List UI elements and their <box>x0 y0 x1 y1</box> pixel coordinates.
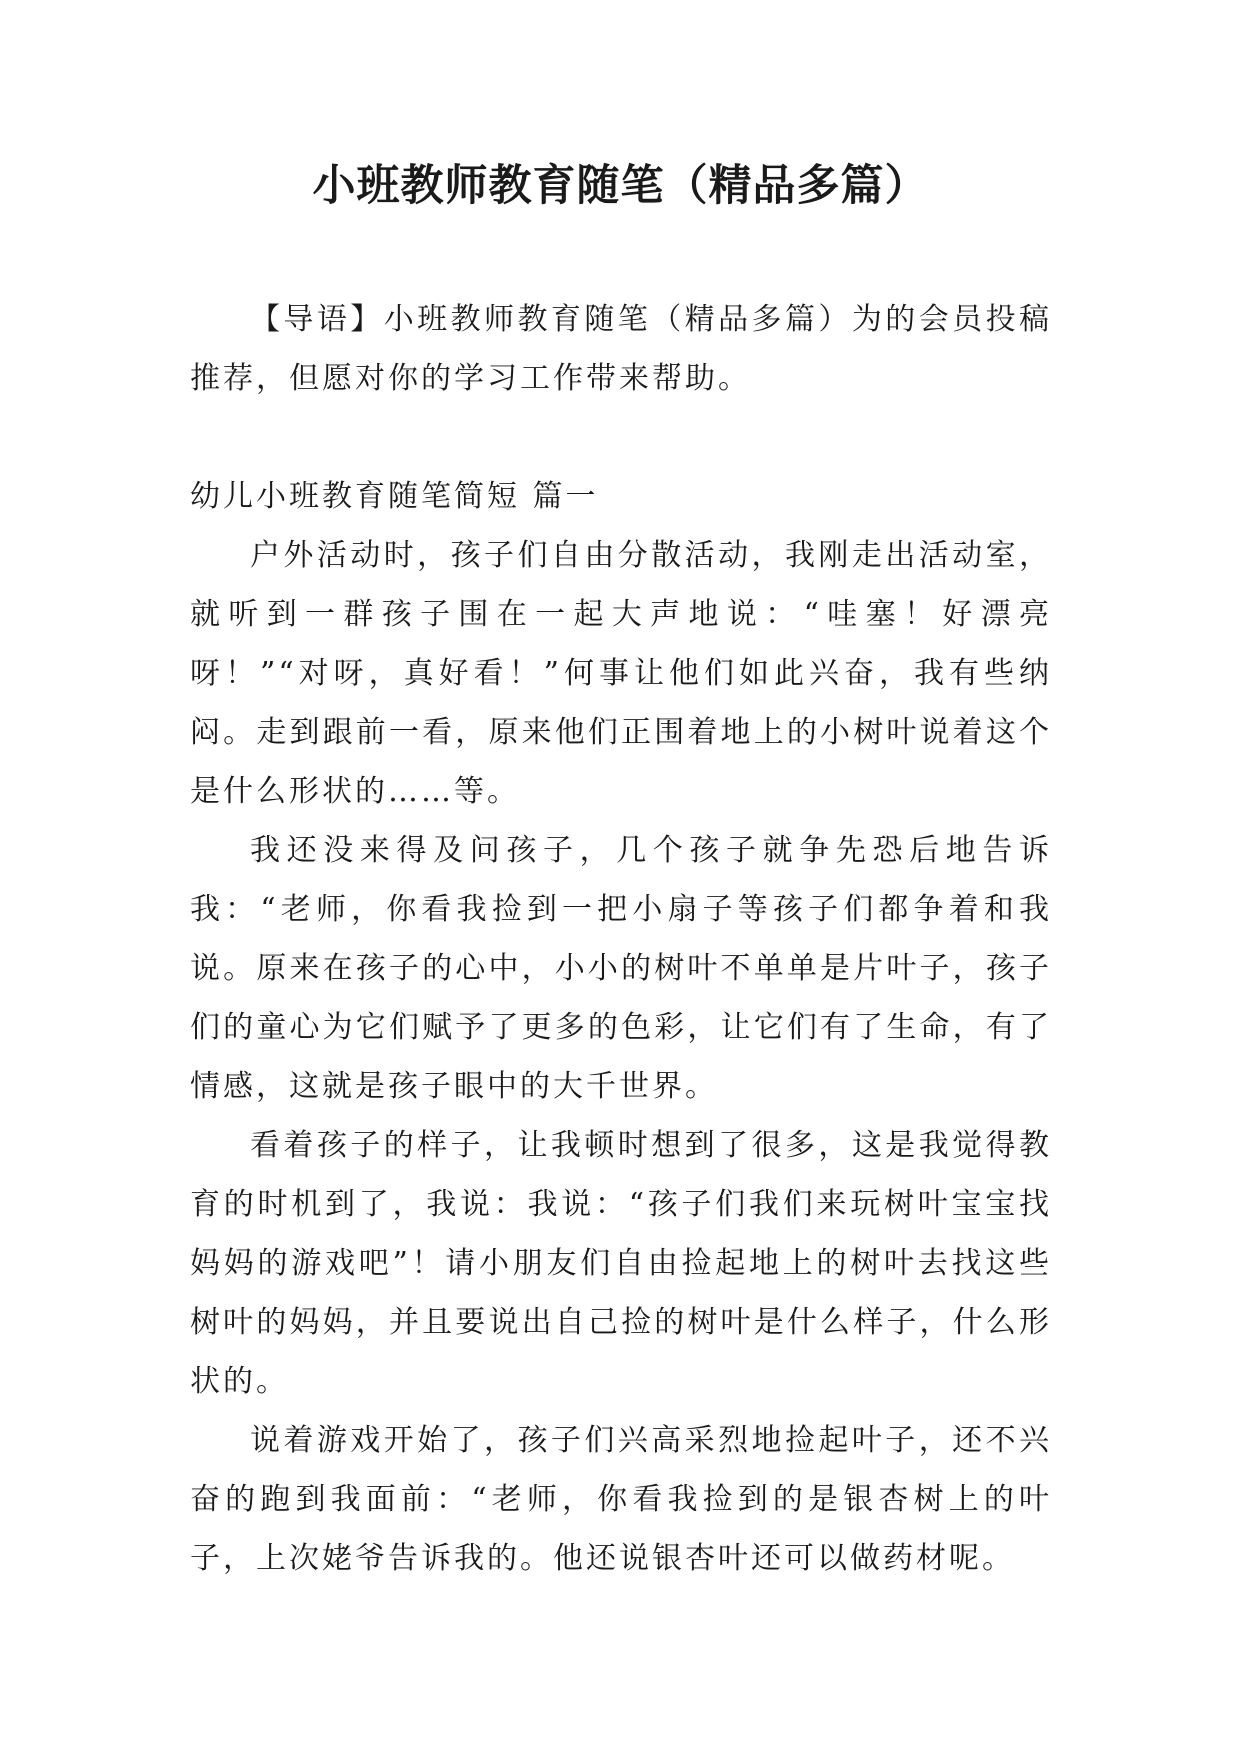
body-paragraph-1: 户外活动时，孩子们自由分散活动，我刚走出活动室，就听到一群孩子围在一起大声地说：“哇塞！好漂亮呀！”“对呀，真好看！”何事让他们如此兴奋，我有些纳闷。走到跟前一看，原来他们正围着地上的小树叶说着这个是什么形状的……等。 <box>190 538 1052 809</box>
body-paragraph-2: 我还没来得及问孩子，几个孩子就争先恐后地告诉我：“老师，你看我捡到一把小扇子等孩子们都争着和我说。原来在孩子的心中，小小的树叶不单单是片叶子，孩子们的童心为它们赋予了更多的色彩，让它们有了生命，有了情感，这就是孩子眼中的大千世界。 <box>190 833 1052 1104</box>
section-heading: 幼儿小班教育随笔简短 篇一 <box>190 479 599 514</box>
body-paragraph-4: 说着游戏开始了，孩子们兴高采烈地捡起叶子，还不兴奋的跑到我面前：“老师，你看我捡到的是银杏树上的叶子，上次姥爷告诉我的。他还说银杏叶还可以做药材呢。 <box>190 1423 1052 1576</box>
intro-paragraph: 【导语】小班教师教育随笔（精品多篇）为的会员投稿推荐，但愿对你的学习工作带来帮助。 <box>190 302 1052 396</box>
document-body <box>190 290 1052 1588</box>
document-title: 小班教师教育随笔（精品多篇） <box>312 161 929 211</box>
body-paragraph-3: 看着孩子的样子，让我顿时想到了很多，这是我觉得教育的时机到了，我说：我说：“孩子们我们来玩树叶宝宝找妈妈的游戏吧”！请小朋友们自由捡起地上的树叶去找这些树叶的妈妈，并且要说出自己捡的树叶是什么样子，什么形状的。 <box>190 1128 1052 1399</box>
